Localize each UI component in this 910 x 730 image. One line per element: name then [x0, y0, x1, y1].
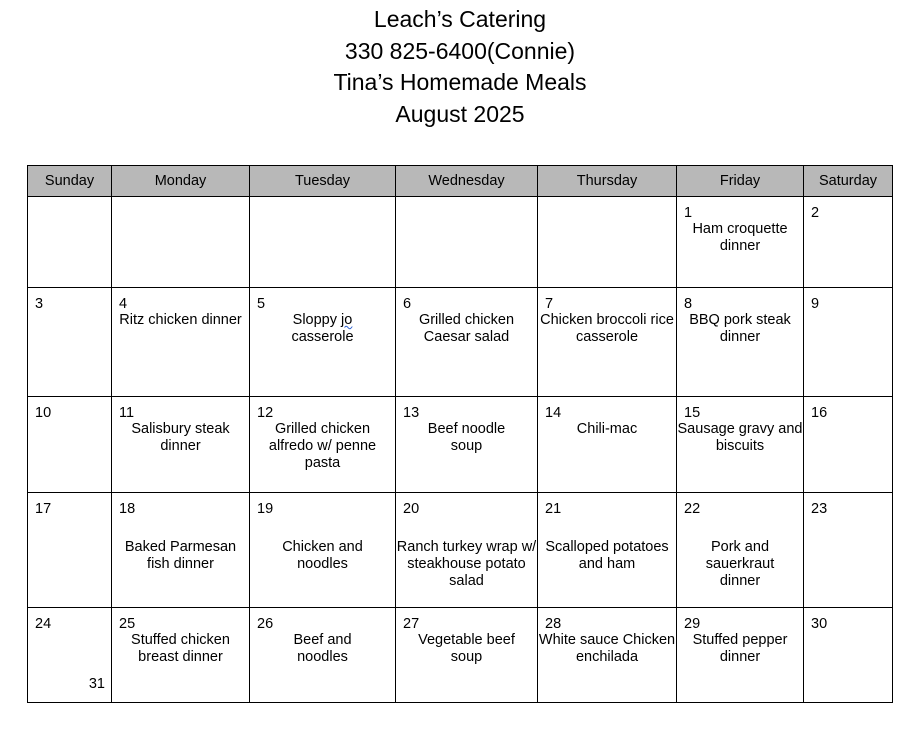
- meal-text: Ham croquette dinner: [692, 221, 788, 254]
- day-number: 5: [257, 296, 266, 312]
- meal-text: Ritz chicken dinner: [119, 312, 242, 328]
- day-cell: [677, 493, 804, 608]
- day-cell: [677, 608, 804, 703]
- day-cell: [538, 397, 677, 493]
- meal-text: Grilled chicken Caesar salad: [418, 312, 515, 345]
- day-cell: [112, 288, 250, 397]
- day-cell: [28, 493, 112, 608]
- meal-calendar: [27, 165, 893, 703]
- month-title: August 2025: [395, 100, 525, 127]
- weekday-header: Sunday: [28, 166, 112, 197]
- day-cell: [677, 397, 804, 493]
- day-cell: [112, 608, 250, 703]
- meal-text-part: Sloppy: [292, 312, 342, 328]
- meal-text: Beef and noodles: [293, 632, 352, 665]
- day-number: 17: [35, 501, 52, 517]
- weekday-header-row: [28, 166, 893, 197]
- day-cell: [28, 397, 112, 493]
- meal-text: Scalloped potatoes and ham: [545, 539, 669, 572]
- meal-text: White sauce Chicken enchilada: [538, 632, 676, 665]
- day-cell: [28, 608, 112, 703]
- day-number: 13: [403, 405, 420, 421]
- day-number-shared: 31: [88, 676, 105, 692]
- day-number: 2: [811, 205, 820, 221]
- meal-text: BBQ pork steak dinner: [689, 312, 791, 345]
- weekday-header: Tuesday: [250, 166, 396, 197]
- day-number: 18: [119, 501, 136, 517]
- day-number: 9: [811, 296, 820, 312]
- day-cell: [804, 197, 893, 288]
- day-cell: [396, 397, 538, 493]
- day-cell: [250, 197, 396, 288]
- day-number: 1: [684, 205, 693, 221]
- meal-text: Stuffed chicken breast dinner: [131, 632, 230, 665]
- meal-text: Stuffed pepper dinner: [692, 632, 788, 665]
- document-header: [0, 4, 910, 130]
- meal-text: Grilled chicken alfredo w/ penne pasta: [268, 421, 377, 471]
- day-number: 26: [257, 616, 274, 632]
- day-number: 8: [684, 296, 693, 312]
- day-number: 7: [545, 296, 554, 312]
- day-cell: [804, 397, 893, 493]
- day-number: 27: [403, 616, 420, 632]
- day-cell: [804, 608, 893, 703]
- day-number: 3: [35, 296, 44, 312]
- day-number: 10: [35, 405, 52, 421]
- day-number: 15: [684, 405, 701, 421]
- weekday-header: Thursday: [538, 166, 677, 197]
- calendar-week: [28, 288, 893, 397]
- calendar-week: [28, 397, 893, 493]
- day-cell: [396, 197, 538, 288]
- day-number: 14: [545, 405, 562, 421]
- day-cell: [28, 197, 112, 288]
- day-number: 24: [35, 616, 52, 632]
- meal-text: Pork and sauerkraut dinner: [705, 539, 775, 589]
- meal-text: Chili-mac: [576, 421, 638, 437]
- weekday-header: Wednesday: [396, 166, 538, 197]
- day-number: 16: [811, 405, 828, 421]
- meal-text: Vegetable beef soup: [418, 632, 515, 665]
- day-number: 28: [545, 616, 562, 632]
- day-number: 6: [403, 296, 412, 312]
- day-cell: [538, 493, 677, 608]
- meal-text: Chicken broccoli rice casserole: [540, 312, 674, 345]
- day-cell: [250, 608, 396, 703]
- business-name: Leach’s Catering: [373, 6, 547, 32]
- day-cell: [112, 397, 250, 493]
- day-number: 4: [119, 296, 128, 312]
- day-number: 19: [257, 501, 274, 517]
- day-number: 25: [119, 616, 136, 632]
- meal-text: Salisbury steak dinner: [131, 421, 230, 454]
- day-cell: [112, 493, 250, 608]
- day-number: 20: [403, 501, 420, 517]
- day-cell: [112, 197, 250, 288]
- meal-text: Chicken and noodles: [282, 539, 363, 572]
- weekday-header: Friday: [677, 166, 804, 197]
- phone-number: 330 825-6400(Connie): [344, 37, 576, 64]
- day-cell: [250, 493, 396, 608]
- day-number: 12: [257, 405, 274, 421]
- meal-text: Ranch turkey wrap w/ steakhouse potato salad: [396, 539, 537, 589]
- weekday-header: Saturday: [804, 166, 893, 197]
- day-cell: [677, 197, 804, 288]
- day-number: 21: [545, 501, 562, 517]
- day-number: 30: [811, 616, 828, 632]
- day-number: 29: [684, 616, 701, 632]
- meal-text: Beef noodle soup: [427, 421, 506, 454]
- weekday-header: Monday: [112, 166, 250, 197]
- meal-text: [250, 312, 395, 346]
- day-number: 22: [684, 501, 701, 517]
- day-cell: [538, 608, 677, 703]
- day-cell: [28, 288, 112, 397]
- calendar-week: [28, 493, 893, 608]
- day-cell: [804, 288, 893, 397]
- spellcheck-word: jo: [341, 312, 353, 328]
- day-cell: [396, 493, 538, 608]
- menu-title: Tina’s Homemade Meals: [333, 69, 587, 95]
- meal-text-part: casserole: [291, 329, 354, 345]
- day-number: 23: [811, 501, 828, 517]
- day-number: 11: [119, 405, 135, 421]
- meal-text: Sausage gravy and biscuits: [677, 421, 803, 454]
- day-cell: [677, 288, 804, 397]
- calendar-week: [28, 197, 893, 288]
- calendar-week: [28, 608, 893, 703]
- day-cell: [250, 397, 396, 493]
- meal-text: Baked Parmesan fish dinner: [124, 539, 237, 572]
- day-cell: [538, 288, 677, 397]
- day-cell: [396, 608, 538, 703]
- day-cell: [804, 493, 893, 608]
- day-cell: [538, 197, 677, 288]
- day-cell: [250, 288, 396, 397]
- day-cell: [396, 288, 538, 397]
